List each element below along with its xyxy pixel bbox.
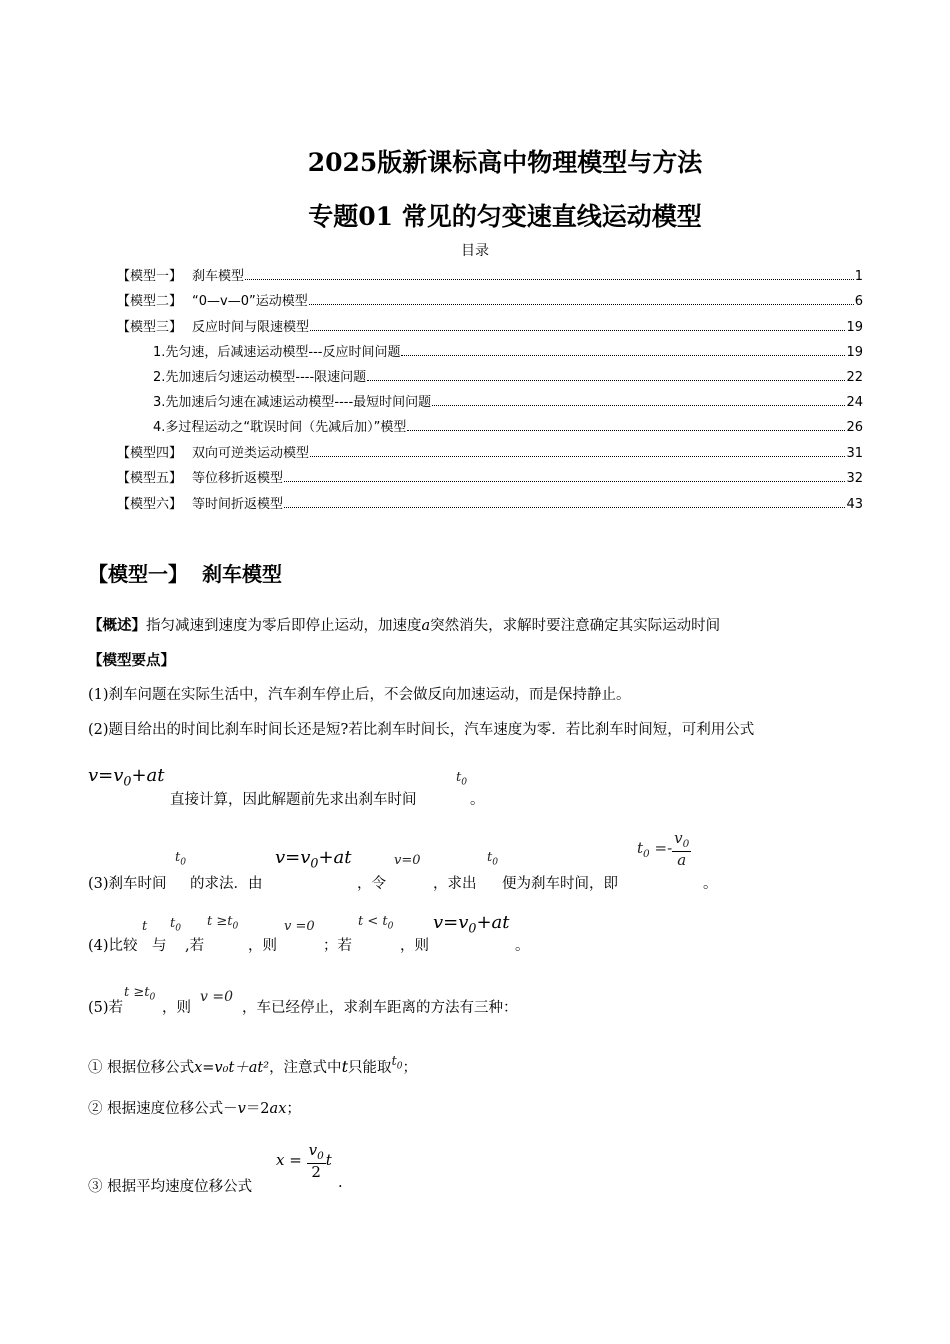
toc-entry[interactable] bbox=[153, 366, 863, 386]
method-2-text-a: ② 根据速度位移公式－ bbox=[88, 1101, 238, 1117]
point-5-a: (5)若 bbox=[88, 1000, 124, 1016]
toc-entry-tag: 【模型五】 bbox=[117, 471, 183, 486]
formula-braking-time-lhs: t bbox=[637, 839, 644, 858]
toc-dot-leader bbox=[310, 456, 845, 457]
toc-entry-tag: 【模型四】 bbox=[117, 446, 183, 461]
toc-entry-page: 6 bbox=[854, 294, 863, 309]
formula-v-zero: v=0 bbox=[394, 853, 421, 868]
formula-average-velocity-fraction: $\frac{v_0}{2}$ bbox=[308, 1141, 324, 1181]
point-2-continuation: 直接计算，因此解题前先求出刹车时间 bbox=[170, 792, 417, 808]
formula-t0 bbox=[456, 770, 467, 788]
toc-entry-tag: 【模型二】 bbox=[117, 294, 183, 309]
method-2-end: ； bbox=[286, 1101, 301, 1117]
toc-entry[interactable] bbox=[153, 341, 863, 361]
toc-entry-title: 4.多过程运动之“耽误时间（先减后加）”模型 bbox=[153, 420, 407, 435]
method-2-formula: v bbox=[237, 1101, 246, 1117]
toc-dot-leader bbox=[284, 507, 845, 508]
formula-t: t bbox=[142, 919, 148, 934]
section-heading-tag: 【模型一】 bbox=[88, 562, 188, 586]
formula-velocity: $v=v_0+at$ bbox=[275, 847, 352, 871]
toc-entry-page: 19 bbox=[846, 320, 863, 335]
formula-velocity-rhs: +at bbox=[131, 765, 165, 786]
toc-entry[interactable] bbox=[117, 316, 863, 336]
point-4-b: 与 bbox=[152, 938, 167, 954]
method-1-text-a: ① 根据位移公式 bbox=[88, 1060, 195, 1076]
point-4-e: ；若 bbox=[323, 938, 352, 954]
toc-entry-page: 24 bbox=[846, 395, 863, 410]
method-3-text: ③ 根据平均速度位移公式 bbox=[88, 1179, 253, 1195]
formula-t0: $t_0$ bbox=[170, 916, 182, 934]
doc-title-sub: 专题01 常见的匀变速直线运动模型 bbox=[308, 202, 702, 231]
toc-entry[interactable] bbox=[117, 265, 863, 285]
point-5-b: ，则 bbox=[162, 1000, 191, 1016]
formula-t0: $t_0$ bbox=[175, 850, 187, 868]
formula-velocity: $v=v_0+at$ bbox=[433, 912, 510, 936]
formula-v-zero: v =0 bbox=[200, 989, 233, 1005]
formula-velocity bbox=[88, 765, 164, 789]
toc-dot-leader bbox=[432, 405, 845, 406]
section-heading-title: 刹车模型 bbox=[202, 562, 282, 586]
toc-entry-title: 1.先匀速，后减速运动模型---反应时间问题 bbox=[153, 345, 401, 360]
formula-velocity-lhs: v=v bbox=[88, 765, 124, 786]
method-2 bbox=[88, 1097, 301, 1118]
toc-entry[interactable] bbox=[153, 391, 863, 411]
toc-dot-leader bbox=[407, 430, 845, 431]
method-1-formula: x=v₀t＋at² bbox=[194, 1060, 270, 1076]
point-1: (1)刹车问题在实际生活中，汽车刹车停止后，不会做反向加速运动，而是保持静止。 bbox=[88, 687, 631, 703]
formula-average-velocity-lhs: x = bbox=[276, 1151, 302, 1170]
formula-t0-sub: 0 bbox=[461, 777, 468, 788]
point-3-end: 。 bbox=[703, 876, 718, 892]
toc-entry-page: 26 bbox=[846, 420, 863, 435]
toc-entry-title: 双向可逆类运动模型 bbox=[192, 446, 310, 461]
toc-entry-page: 22 bbox=[846, 370, 863, 385]
formula-t-ge-t0-text: t ≥t bbox=[207, 914, 233, 929]
doc-title-main: 2025版新课标高中物理模型与方法 bbox=[307, 148, 703, 177]
point-2-end: 。 bbox=[470, 792, 485, 808]
formula-fraction-num: v bbox=[674, 829, 683, 847]
point-4-c: ,若 bbox=[185, 938, 205, 954]
method-2-text-b: ＝2 bbox=[245, 1101, 270, 1117]
formula-average-velocity-t: t bbox=[325, 1151, 332, 1170]
formula-t0-t: t bbox=[456, 770, 462, 785]
toc-dot-leader bbox=[309, 304, 854, 305]
toc-entry[interactable] bbox=[153, 416, 863, 436]
formula-t0: $t_0$ bbox=[487, 850, 499, 868]
toc-entry-tag: 【模型三】 bbox=[117, 320, 183, 335]
method-2-text-c: ax bbox=[269, 1101, 287, 1117]
toc-dot-leader bbox=[245, 279, 854, 280]
formula-fraction-den: a bbox=[677, 850, 687, 869]
formula-t-ge-t0: $t \ge t_0$ bbox=[124, 985, 156, 1003]
point-3-e: 便为刹车时间，即 bbox=[502, 876, 618, 892]
point-3-c: ，令 bbox=[357, 876, 386, 892]
toc-entry-tag: 【模型六】 bbox=[117, 497, 183, 512]
point-3-b: 的求法．由 bbox=[190, 876, 263, 892]
formula-fraction-num: v bbox=[308, 1141, 318, 1159]
toc-dot-leader bbox=[310, 330, 845, 331]
point-4-f: ，则 bbox=[400, 938, 429, 954]
method-1-text-b: ，注意式中 bbox=[269, 1060, 342, 1076]
formula-velocity-sub: 0 bbox=[123, 773, 132, 789]
formula-t0: $t_0$ bbox=[391, 1054, 403, 1072]
formula-braking-time-eq: =- bbox=[654, 839, 673, 858]
toc-entry[interactable] bbox=[117, 442, 863, 462]
toc-entry-title: 刹车模型 bbox=[192, 269, 245, 284]
method-1 bbox=[88, 1056, 417, 1079]
formula-average-velocity bbox=[276, 1142, 332, 1180]
section-heading bbox=[88, 558, 282, 587]
point-4-end: 。 bbox=[515, 938, 530, 954]
toc-entry[interactable] bbox=[117, 467, 863, 487]
formula-v-zero: v =0 bbox=[284, 919, 315, 934]
formula-t-lt-t0: $t < t_0$ bbox=[358, 914, 394, 932]
toc-entry[interactable] bbox=[117, 290, 863, 310]
toc-entry[interactable] bbox=[117, 493, 863, 513]
formula-t-ge-t0: $t \ge t_0$ bbox=[207, 914, 239, 932]
toc-entry-title: 2.先加速后匀速运动模型----限速问题 bbox=[153, 370, 367, 385]
toc-entry-tag: 【模型一】 bbox=[117, 269, 183, 284]
point-5-c: ，车已经停止，求刹车距离的方法有三种： bbox=[242, 1000, 518, 1016]
point-2: (2)题目给出的时间比刹车时间长还是短?若比刹车时间长，汽车速度为零．若比刹车时间短，可利用公式 bbox=[88, 722, 755, 738]
method-1-text-c: 只能取 bbox=[348, 1060, 392, 1076]
overview-text-b: 突然消失，求解时要注意确定其实际运动时间 bbox=[430, 618, 721, 634]
toc-entry-title: 等位移折返模型 bbox=[192, 471, 284, 486]
formula-braking-time-fraction: $\frac{v_0}{a}$ bbox=[674, 829, 690, 869]
toc-dot-leader bbox=[284, 481, 845, 482]
method-3-end: . bbox=[338, 1175, 343, 1191]
formula-t-lt-t0-text: t < t bbox=[358, 914, 388, 929]
overview-paragraph bbox=[88, 614, 720, 635]
point-4-d: ，则 bbox=[248, 938, 277, 954]
formula-braking-time: $t_0$ =- $\frac{v_0}{a}$ bbox=[637, 829, 690, 869]
point-3-d: ，求出 bbox=[433, 876, 477, 892]
toc-entry-title: “0—v—0”运动模型 bbox=[192, 294, 308, 309]
overview-text-a: 指匀减速到速度为零后即停止运动，加速度 bbox=[146, 618, 422, 634]
method-1-end: ； bbox=[402, 1060, 418, 1076]
toc-entry-title: 3.先加速后匀速在减速运动模型----最短时间问题 bbox=[153, 395, 432, 410]
point-4-a: (4)比较 bbox=[88, 938, 138, 954]
toc-label: 目录 bbox=[461, 243, 489, 259]
toc-entry-page: 43 bbox=[846, 497, 863, 512]
toc-entry-page: 1 bbox=[854, 269, 863, 284]
toc-dot-leader bbox=[401, 355, 845, 356]
formula-t: t bbox=[341, 1057, 348, 1076]
toc-entry-title: 等时间折返模型 bbox=[192, 497, 284, 512]
toc-entry-title: 反应时间与限速模型 bbox=[192, 320, 310, 335]
toc-entry-page: 31 bbox=[846, 446, 863, 461]
overview-label: 【概述】 bbox=[88, 618, 146, 634]
overview-var: a bbox=[421, 618, 431, 634]
toc-entry-page: 19 bbox=[846, 345, 863, 360]
toc-dot-leader bbox=[367, 380, 845, 381]
toc-entry-page: 32 bbox=[846, 471, 863, 486]
formula-fraction-den: 2 bbox=[311, 1162, 321, 1181]
point-3-a: (3)刹车时间 bbox=[88, 876, 167, 892]
points-label: 【模型要点】 bbox=[88, 653, 175, 669]
